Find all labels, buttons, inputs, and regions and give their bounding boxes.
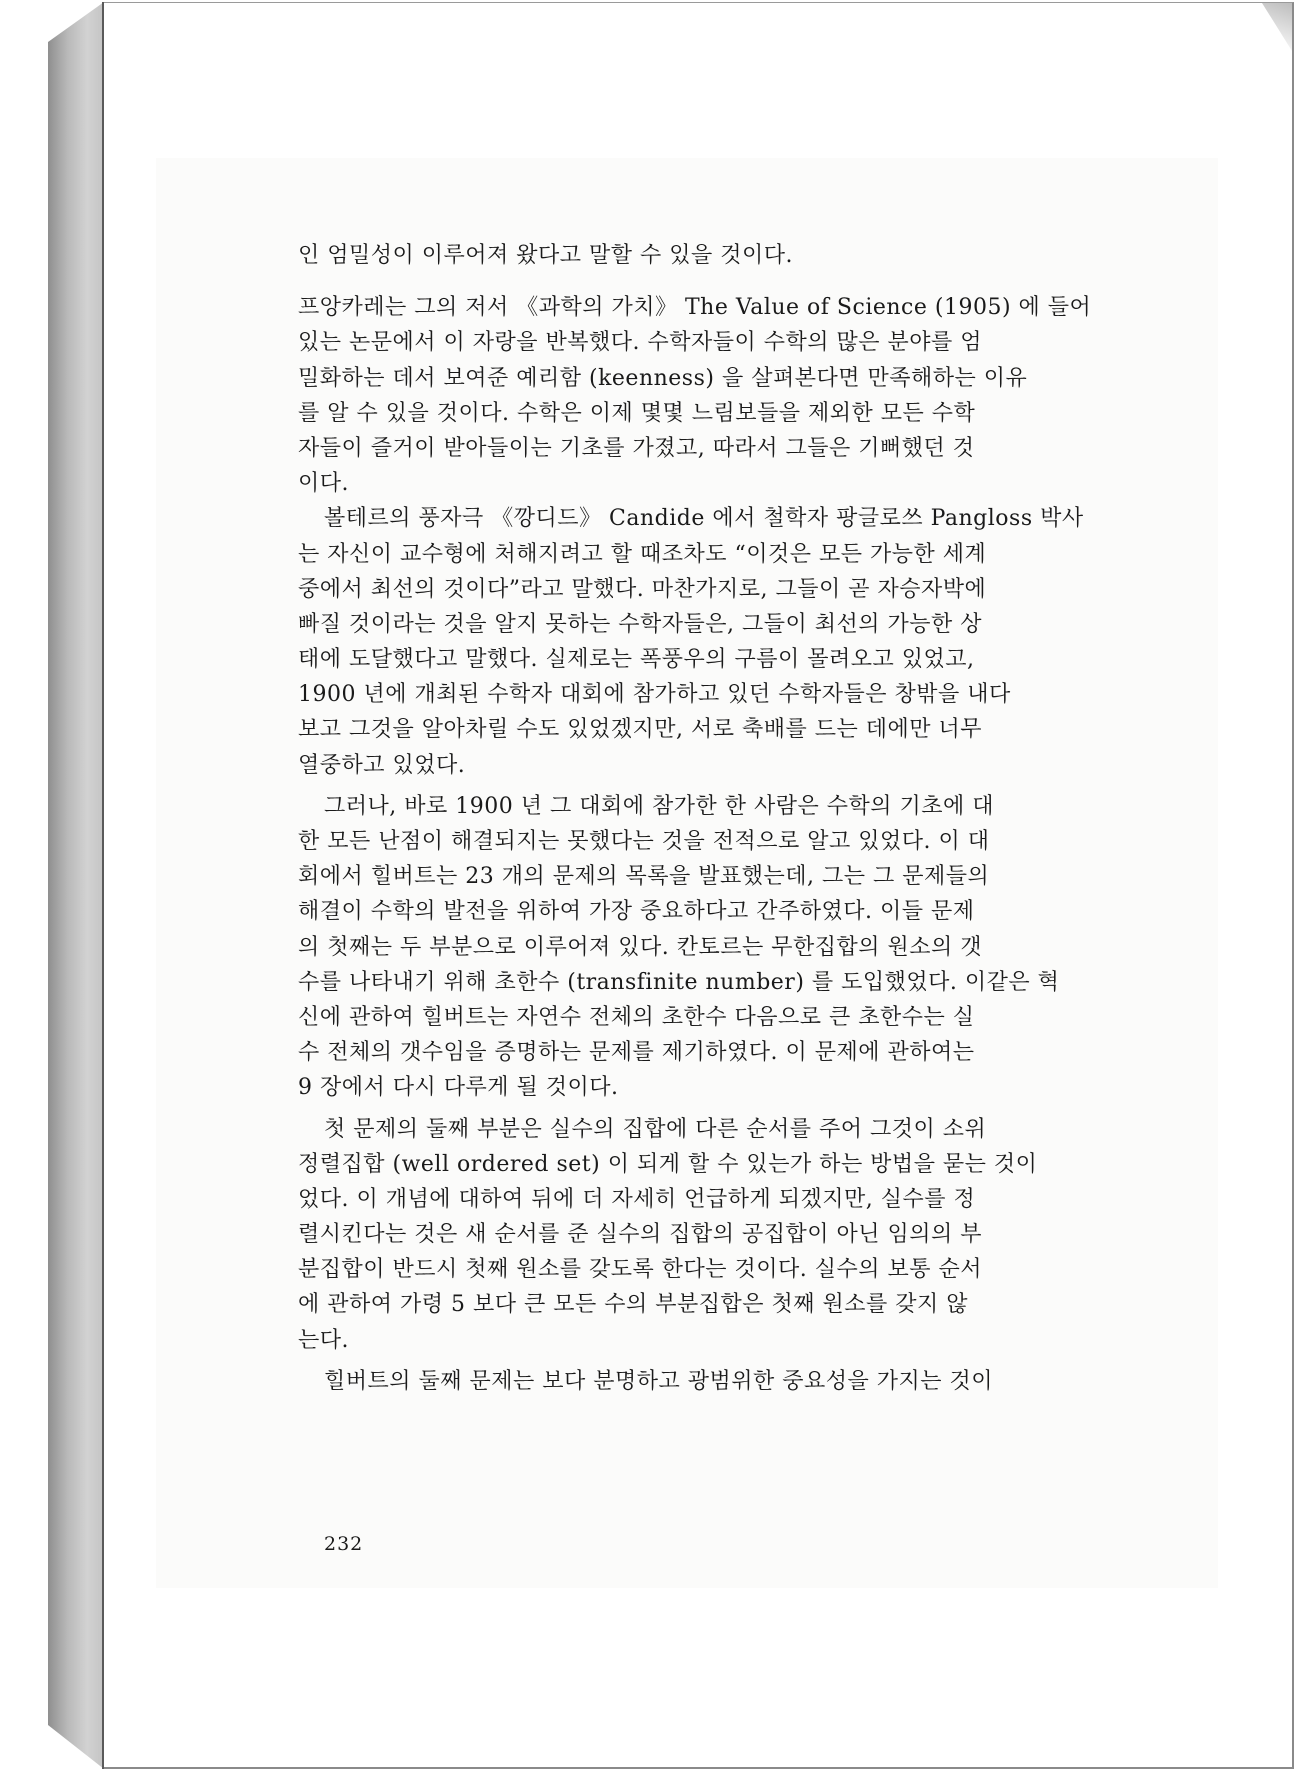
text-line: 는다. (298, 1327, 349, 1353)
text-line: 첫 문제의 둘째 부분은 실수의 집합에 다른 순서를 주어 그것이 소위 (324, 1116, 987, 1142)
book-spine (48, 2, 104, 1769)
text-line: 9 장에서 다시 다루게 될 것이다. (298, 1075, 619, 1101)
text-line: 었다. 이 개념에 대하여 뒤에 더 자세히 언급하게 되겠지만, 실수를 정 (298, 1186, 976, 1212)
text-line: 열중하고 있었다. (298, 752, 466, 778)
page-number: 232 (324, 1533, 364, 1555)
text-line: 회에서 힐버트는 23 개의 문제의 목록을 발표했는데, 그는 그 문제들의 (298, 864, 990, 890)
page-corner-fold (1262, 3, 1292, 51)
text-line: 그러나, 바로 1900 년 그 대회에 참가한 한 사람은 수학의 기초에 대 (324, 793, 994, 819)
text-line: 분집합이 반드시 첫째 원소를 갖도록 한다는 것이다. 실수의 보통 순서 (298, 1257, 982, 1283)
text-line: 를 알 수 있을 것이다. 수학은 이제 몇몇 느림보들을 제외한 모든 수학 (298, 400, 976, 426)
text-line: 수 전체의 갯수임을 증명하는 문제를 제기하였다. 이 문제에 관하여는 (298, 1040, 975, 1066)
text-line: 밀화하는 데서 보여준 예리함 (keenness) 을 살펴본다면 만족해하는 이유 (298, 365, 1028, 391)
text-line: 렬시킨다는 것은 새 순서를 준 실수의 집합의 공집합이 아닌 임의의 부 (298, 1222, 982, 1248)
text-line: 있는 논문에서 이 자랑을 반복했다. 수학자들이 수학의 많은 분야를 엄 (298, 330, 982, 356)
text-line: 인 엄밀성이 이루어져 왔다고 말할 수 있을 것이다. (298, 243, 793, 268)
text-line: 볼테르의 풍자극 《깡디드》 Candide 에서 철학자 팡글로쓰 Pangloss 박사 (324, 506, 1084, 532)
text-line: 한 모든 난점이 해결되지는 못했다는 것을 전적으로 알고 있었다. 이 대 (298, 829, 990, 854)
text-line: 신에 관하여 힐버트는 자연수 전체의 초한수 다음으로 큰 초한수는 실 (298, 1004, 975, 1030)
text-line: 정렬집합 (well ordered set) 이 되게 할 수 있는가 하는 방법을 묻는 것이 (298, 1151, 1038, 1177)
text-line: 의 첫째는 두 부분으로 이루어져 있다. 칸토르는 무한집합의 원소의 갯 (298, 934, 982, 960)
text-line: 자들이 즐거이 받아들이는 기초를 가졌고, 따라서 그들은 기뻐했던 것 (298, 435, 975, 461)
text-line: 보고 그것을 알아차릴 수도 있었겠지만, 서로 축배를 드는 데에만 너무 (298, 717, 982, 743)
paragraph-hilbert-congress (298, 789, 1153, 1106)
text-line: 이다. (298, 471, 349, 497)
text-line: 해결이 수학의 발전을 위하여 가장 중요하다고 간주하였다. 이들 문제 (298, 899, 975, 925)
page-body-text (298, 238, 1153, 1399)
text-line: 태에 도달했다고 말했다. 실제로는 폭풍우의 구름이 몰려오고 있었고, (298, 647, 975, 673)
paragraph-voltaire (298, 501, 1153, 783)
text-line: 빠질 것이라는 것을 알지 못하는 수학자들은, 그들이 최선의 가능한 상 (298, 611, 982, 637)
text-line: 프앙카레는 그의 저서 《과학의 가치》 The Value of Science (1905) 에 들어 (298, 295, 1092, 321)
text-line: 수를 나타내기 위해 초한수 (transfinite number) 를 도입했었다. 이같은 혁 (298, 969, 1060, 995)
text-line: 1900 년에 개최된 수학자 대회에 참가하고 있던 수학자들은 창밖을 내다 (298, 682, 1011, 708)
text-line: 힐버트의 둘째 문제는 보다 분명하고 광범위한 중요성을 가지는 것이 (324, 1368, 994, 1394)
text-line: 에 관하여 가령 5 보다 큰 모든 수의 부분집합은 첫째 원소를 갖지 않 (298, 1292, 968, 1318)
paragraph-poincare (298, 290, 1153, 501)
text-line: 중에서 최선의 것이다”라고 말했다. 마찬가지로, 그들이 곧 자승자박에 (298, 576, 987, 602)
paragraph-hilbert-second (298, 1364, 1153, 1399)
paragraph-well-ordered-set (298, 1112, 1153, 1358)
text-line: 는 자신이 교수형에 처해지려고 할 때조차도 “이것은 모든 가능한 세계 (298, 541, 987, 567)
